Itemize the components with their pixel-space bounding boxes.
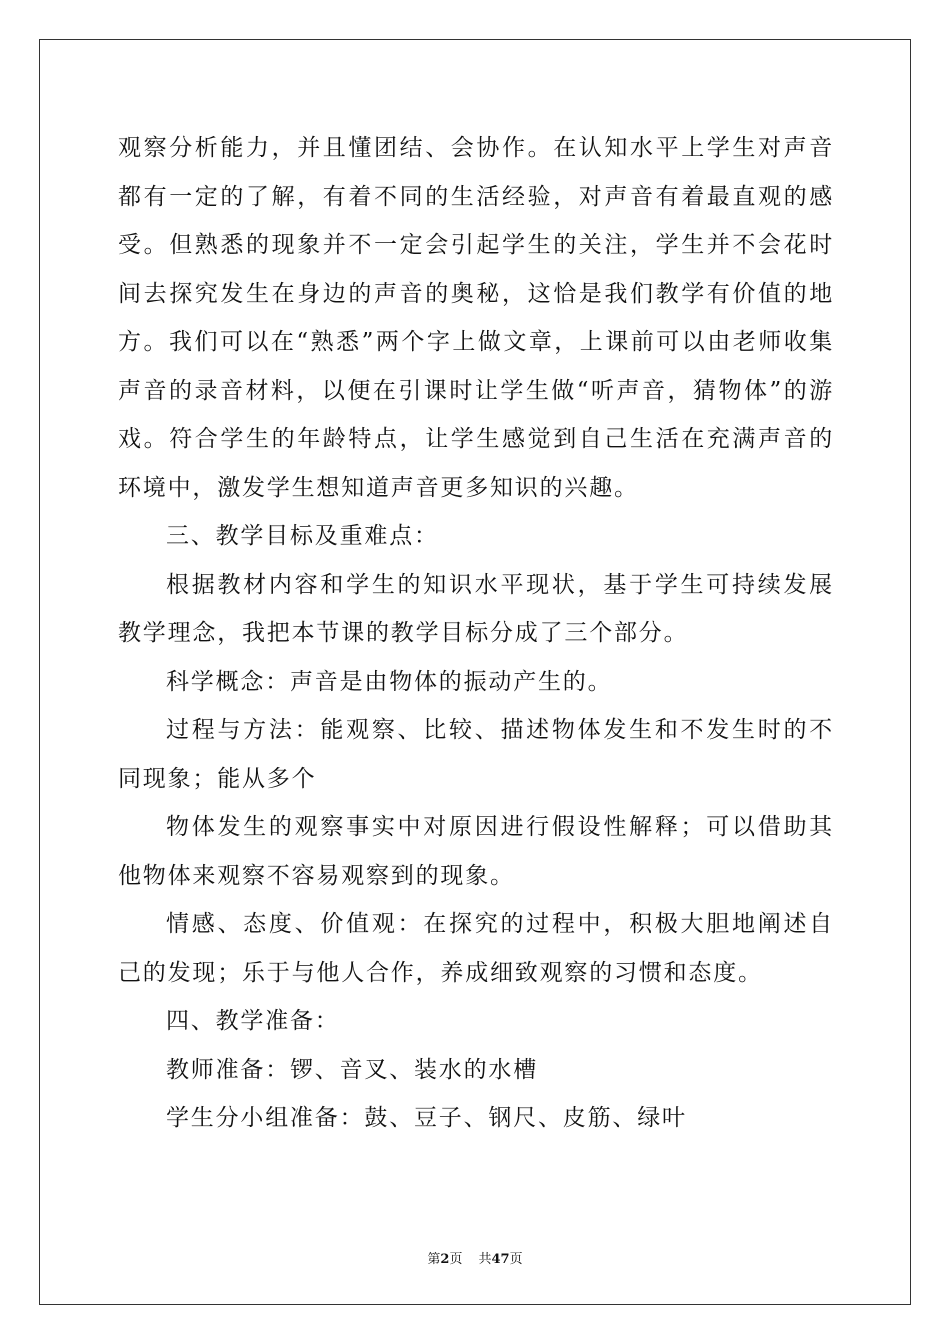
paragraph-process-method: 过程与方法：能观察、比较、描述物体发生和不发生时的不同现象；能从多个 — [118, 717, 834, 792]
total-pages: 47 — [491, 1252, 510, 1267]
paragraph-science-concept: 科学概念：声音是由物体的振动产生的。 — [166, 668, 613, 695]
paragraph-teacher-preparation: 教师准备：锣、音叉、装水的水槽 — [166, 1056, 538, 1083]
total-suffix: 页 — [509, 1252, 523, 1267]
document-body — [118, 124, 834, 1143]
total-prefix: 共 — [478, 1252, 492, 1267]
section-heading-preparation: 四、教学准备： — [166, 1008, 340, 1034]
paragraph-process-method-cont: 物体发生的观察事实中对原因进行假设性解释；可以借助其他物体来观察不容易观察到的现象。 — [118, 814, 834, 889]
page-footer — [0, 1248, 950, 1267]
page-number: 2 — [440, 1252, 450, 1267]
paragraph-intro-continued: 观察分析能力，并且懂团结、会协作。在认知水平上学生对声音都有一定的了解，有着不同的生活经验，对声音有着最直观的感受。但熟悉的现象并不一定会引起学生的关注，学生并不会花时间去探究发生在身边的声音的奥秘，这恰是我们教学有价值的地方。我们可以在“熟悉”两个字上做文章，上课前可以由老师收集声音的录音材料，以便在引课时让学生做“听声音，猜物体”的游戏。符合学生的年龄特点，让学生感觉到自己生活在充满声音的环境中，激发学生想知道声音更多知识的兴趣。 — [118, 135, 834, 501]
paragraph-student-preparation: 学生分小组准备：鼓、豆子、钢尺、皮筋、绿叶 — [166, 1105, 687, 1131]
page-prefix: 第 — [427, 1252, 441, 1267]
paragraph-emotion-attitude: 情感、态度、价值观：在探究的过程中，积极大胆地阐述自己的发现；乐于与他人合作，养成细致观察的习惯和态度。 — [118, 911, 834, 986]
section-heading-objectives: 三、教学目标及重难点： — [166, 523, 439, 549]
page-suffix: 页 — [449, 1252, 463, 1267]
paragraph-objectives-intro: 根据教材内容和学生的知识水平现状，基于学生可持续发展教学理念，我把本节课的教学目标分成了三个部分。 — [118, 571, 834, 646]
